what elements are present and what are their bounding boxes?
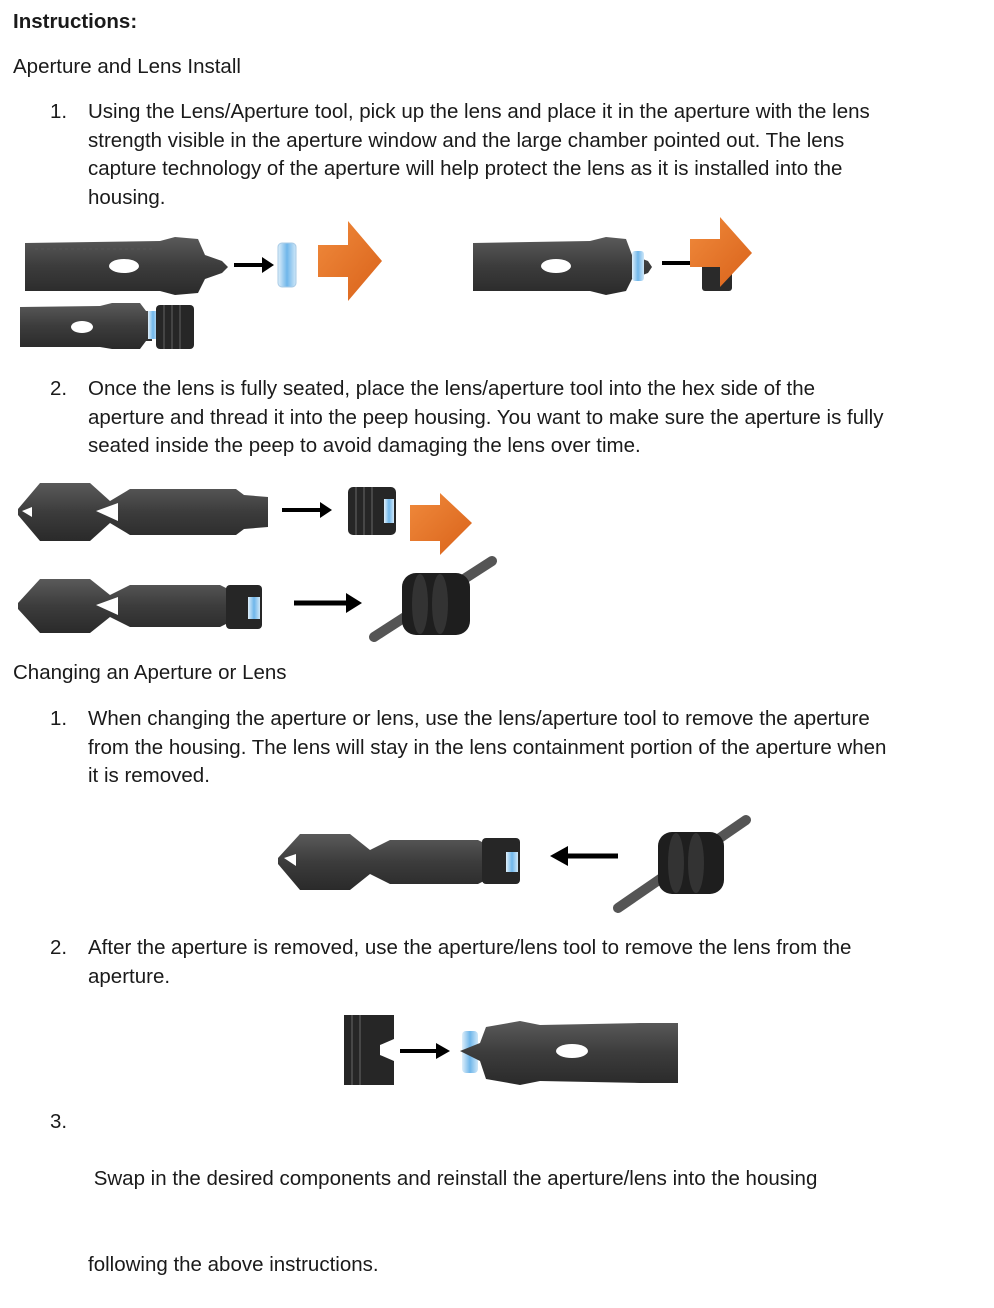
section-heading-install: Aperture and Lens Install xyxy=(13,55,241,78)
step-line: When changing the aperture or lens, use the lens/aperture tool to remove the aperture xyxy=(88,707,870,730)
step-text xyxy=(88,1108,988,1308)
step-number: 1. xyxy=(50,707,68,730)
step-line: Once the lens is fully seated, place the lens/aperture tool into the hex side of the xyxy=(88,377,816,400)
peep-housing-image xyxy=(374,561,492,637)
arrow-left-icon xyxy=(550,846,618,866)
step-line: After the aperture is removed, use the aperture/lens tool to remove the lens from the xyxy=(88,936,852,959)
aperture-image xyxy=(348,487,396,535)
tool-hex-end-image xyxy=(18,483,268,541)
orange-arrow-icon xyxy=(690,217,752,287)
section-heading-changing: Changing an Aperture or Lens xyxy=(13,661,287,684)
orange-arrow-icon xyxy=(318,221,382,301)
arrow-right-icon xyxy=(400,1043,450,1059)
step-text xyxy=(88,98,988,212)
tool-with-lens-image xyxy=(473,237,652,295)
step-line: strength visible in the aperture window and the large chamber pointed out. The lens xyxy=(88,128,845,152)
step-text xyxy=(88,934,988,991)
lens-aperture-tool-image xyxy=(25,237,228,295)
step-number: 2. xyxy=(50,377,68,400)
step-line: aperture. xyxy=(88,964,171,988)
arrow-right-icon xyxy=(294,593,362,613)
step-line: Using the Lens/Aperture tool, pick up the lens and place it in the aperture with the lens xyxy=(88,100,870,123)
peep-housing-image xyxy=(618,820,746,908)
lens-aperture-tool-image xyxy=(460,1021,678,1085)
lens-image xyxy=(278,243,296,287)
figure-remove-lens xyxy=(0,1005,994,1095)
step-line: following the above instructions. xyxy=(88,1252,379,1276)
tool-with-aperture-image xyxy=(20,303,194,349)
step-line: aperture and thread it into the peep housing. You want to make sure the aperture is fully xyxy=(88,405,884,429)
step-number: 2. xyxy=(50,936,68,959)
tool-with-aperture-image xyxy=(18,579,262,633)
document-title: Instructions: xyxy=(13,10,138,33)
step-line: it is removed. xyxy=(88,764,210,787)
step-number: 1. xyxy=(50,100,68,123)
figure-thread-aperture xyxy=(0,475,994,645)
step-line: housing. xyxy=(88,185,166,209)
step-line: capture technology of the aperture will help protect the lens as it is installed into the xyxy=(88,157,843,180)
tool-with-aperture-image xyxy=(278,834,520,890)
step-line: Swap in the desired components and reinstall the aperture/lens into the housing xyxy=(88,1167,818,1190)
step-number: 3. xyxy=(50,1110,68,1133)
step-line: seated inside the peep to avoid damaging the lens over time. xyxy=(88,434,641,457)
figure-remove-aperture xyxy=(0,810,994,920)
arrow-right-icon xyxy=(234,257,274,273)
aperture-image xyxy=(344,1015,394,1085)
step-line: from the housing. The lens will stay in the lens containment portion of the aperture when xyxy=(88,735,887,759)
orange-arrow-icon xyxy=(410,493,472,555)
figure-lens-install xyxy=(0,215,994,355)
step-text xyxy=(88,375,988,461)
arrow-right-icon xyxy=(282,502,332,518)
step-text xyxy=(88,705,988,791)
